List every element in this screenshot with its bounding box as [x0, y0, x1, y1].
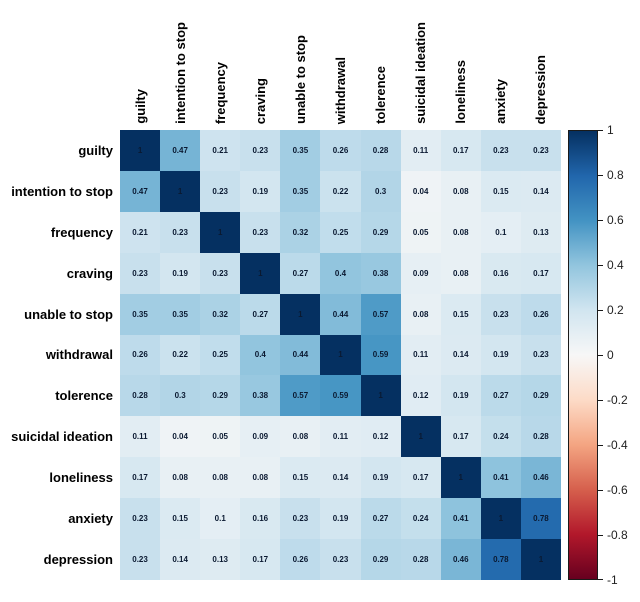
heatmap-cell: 0.27	[481, 375, 521, 416]
colorbar-tick-mark	[598, 490, 603, 491]
row-label: depression	[43, 552, 113, 568]
colorbar-tick-label: -0.8	[607, 528, 628, 542]
heatmap-cell: 0.23	[200, 253, 240, 294]
heatmap-cell: 0.11	[401, 130, 441, 171]
heatmap-cell: 0.14	[521, 171, 561, 212]
heatmap-cell: 0.29	[361, 212, 401, 253]
row-label: withdrawal	[45, 347, 113, 363]
heatmap-cell: 0.29	[200, 375, 240, 416]
heatmap-cell: 0.23	[120, 498, 160, 539]
heatmap-cell: 0.13	[200, 539, 240, 580]
colorbar-tick-label: 0.4	[607, 258, 624, 272]
column-label	[120, 0, 160, 124]
heatmap-cell: 0.05	[200, 416, 240, 457]
heatmap-cell: 0.15	[481, 171, 521, 212]
heatmap-cell: 0.24	[401, 498, 441, 539]
column-label	[361, 0, 401, 124]
heatmap-cell: 0.08	[441, 171, 481, 212]
heatmap-cell: 0.12	[401, 375, 441, 416]
column-label	[521, 0, 561, 124]
heatmap-cell: 0.08	[200, 457, 240, 498]
heatmap-cell: 0.78	[481, 539, 521, 580]
heatmap-cell: 0.14	[441, 335, 481, 376]
heatmap-cell: 0.23	[481, 294, 521, 335]
column-labels	[120, 0, 561, 124]
heatmap-cell: 0.46	[441, 539, 481, 580]
heatmap-cell: 0.04	[401, 171, 441, 212]
heatmap-cell: 1	[481, 498, 521, 539]
heatmap-cell: 0.29	[361, 539, 401, 580]
heatmap-cell: 1	[521, 539, 561, 580]
row-label: frequency	[50, 224, 113, 240]
colorbar-tick-mark	[598, 130, 603, 131]
heatmap-cell: 0.08	[401, 294, 441, 335]
heatmap-cell: 0.09	[401, 253, 441, 294]
heatmap-cell: 0.15	[160, 498, 200, 539]
colorbar-tick-label: 0.8	[607, 168, 624, 182]
colorbar-tick-label: -1	[607, 573, 618, 587]
heatmap-cell: 0.19	[160, 253, 200, 294]
heatmap-cell: 0.13	[521, 212, 561, 253]
heatmap-cell: 0.27	[361, 498, 401, 539]
heatmap-cell: 0.11	[401, 335, 441, 376]
heatmap-cell: 0.23	[320, 539, 360, 580]
heatmap-cell: 0.14	[320, 457, 360, 498]
heatmap-cell: 1	[320, 335, 360, 376]
column-label-text: tolerence	[373, 66, 389, 124]
heatmap-cell: 1	[120, 130, 160, 171]
column-label-text: guilty	[132, 89, 148, 124]
heatmap-cell: 0.17	[240, 539, 280, 580]
row-label: anxiety	[68, 511, 113, 527]
heatmap-cell: 0.32	[200, 294, 240, 335]
heatmap-cell: 1	[441, 457, 481, 498]
colorbar-tick-label: 1	[607, 123, 614, 137]
heatmap-cell: 0.27	[280, 253, 320, 294]
column-label-text: intention to stop	[172, 22, 188, 124]
heatmap-cell: 0.08	[280, 416, 320, 457]
heatmap-cell: 0.11	[120, 416, 160, 457]
heatmap-cell: 0.59	[361, 335, 401, 376]
colorbar-tick-mark	[598, 220, 603, 221]
colorbar-gradient	[568, 130, 598, 580]
colorbar-tick-mark	[598, 400, 603, 401]
heatmap-cell: 0.09	[240, 416, 280, 457]
heatmap-cell: 0.04	[160, 416, 200, 457]
heatmap-cell: 0.46	[521, 457, 561, 498]
heatmap-cell: 0.28	[521, 416, 561, 457]
heatmap-cell: 0.17	[521, 253, 561, 294]
heatmap-cell: 1	[240, 253, 280, 294]
colorbar-tick-label: -0.2	[607, 393, 628, 407]
column-label	[200, 0, 240, 124]
heatmap-cell: 0.35	[280, 171, 320, 212]
row-label: suicidal ideation	[11, 429, 113, 445]
column-label	[401, 0, 441, 124]
heatmap-cell: 0.11	[320, 416, 360, 457]
colorbar-tick-label: -0.4	[607, 438, 628, 452]
colorbar-tick-label: 0.6	[607, 213, 624, 227]
heatmap-cell: 0.35	[280, 130, 320, 171]
heatmap-cell: 0.22	[320, 171, 360, 212]
heatmap-cell: 0.05	[401, 212, 441, 253]
heatmap-cell: 0.15	[280, 457, 320, 498]
heatmap-cell: 1	[361, 375, 401, 416]
heatmap-cell: 0.23	[240, 130, 280, 171]
heatmap-cell: 0.28	[120, 375, 160, 416]
column-label	[240, 0, 280, 124]
heatmap-cell: 0.1	[481, 212, 521, 253]
colorbar-tick-mark	[598, 175, 603, 176]
heatmap-cell: 1	[280, 294, 320, 335]
heatmap-cell: 0.28	[401, 539, 441, 580]
row-label: tolerence	[55, 388, 113, 404]
column-label-text: craving	[252, 77, 268, 124]
heatmap-cell: 0.29	[521, 375, 561, 416]
heatmap-cell: 0.3	[361, 171, 401, 212]
colorbar-tick-label: -0.6	[607, 483, 628, 497]
row-labels	[0, 130, 113, 580]
heatmap-cell: 0.35	[120, 294, 160, 335]
heatmap-cell: 0.23	[481, 130, 521, 171]
row-label: craving	[66, 265, 113, 281]
heatmap-cell: 0.41	[441, 498, 481, 539]
column-label-text: unable to stop	[292, 35, 308, 124]
heatmap-cell: 0.17	[441, 416, 481, 457]
heatmap-cell: 0.4	[320, 253, 360, 294]
heatmap-cell: 0.22	[160, 335, 200, 376]
heatmap-cell: 1	[200, 212, 240, 253]
column-label-text: suicidal ideation	[413, 22, 429, 124]
heatmap-cell: 0.25	[320, 212, 360, 253]
heatmap-cell: 0.28	[361, 130, 401, 171]
heatmap-cell: 0.17	[120, 457, 160, 498]
column-label-text: withdrawal	[332, 56, 348, 124]
column-label-text: frequency	[212, 61, 228, 124]
heatmap-cell: 0.08	[240, 457, 280, 498]
heatmap-cell: 0.26	[320, 130, 360, 171]
heatmap-cell: 0.25	[200, 335, 240, 376]
heatmap-cell: 0.19	[441, 375, 481, 416]
column-label	[280, 0, 320, 124]
row-label: unable to stop	[24, 306, 113, 322]
heatmap-cell: 0.27	[240, 294, 280, 335]
heatmap-cell: 0.23	[160, 212, 200, 253]
heatmap-cell: 0.14	[160, 539, 200, 580]
row-label: guilty	[78, 142, 113, 158]
colorbar-tick-mark	[598, 579, 603, 580]
row-label: intention to stop	[11, 183, 113, 199]
colorbar-tick-mark	[598, 535, 603, 536]
heatmap-cell: 0.17	[401, 457, 441, 498]
heatmap-cell: 0.23	[521, 335, 561, 376]
column-label	[160, 0, 200, 124]
heatmap-cell: 0.23	[280, 498, 320, 539]
heatmap-grid	[120, 130, 561, 580]
heatmap-cell: 0.15	[441, 294, 481, 335]
colorbar-tick-mark	[598, 355, 603, 356]
colorbar-tick-mark	[598, 310, 603, 311]
heatmap-cell: 0.47	[120, 171, 160, 212]
heatmap-cell: 1	[401, 416, 441, 457]
heatmap-cell: 0.57	[280, 375, 320, 416]
column-label-text: depression	[533, 54, 549, 124]
heatmap-cell: 0.19	[361, 457, 401, 498]
heatmap-cell: 0.26	[120, 335, 160, 376]
heatmap-cell: 0.23	[200, 171, 240, 212]
heatmap-cell: 0.19	[240, 171, 280, 212]
column-label	[441, 0, 481, 124]
colorbar-tick-label: 0.2	[607, 303, 624, 317]
heatmap-cell: 0.08	[441, 212, 481, 253]
heatmap-cell: 0.21	[200, 130, 240, 171]
heatmap-cell: 0.4	[240, 335, 280, 376]
heatmap-cell: 0.17	[441, 130, 481, 171]
heatmap-cell: 0.44	[320, 294, 360, 335]
heatmap-cell: 0.16	[481, 253, 521, 294]
heatmap-cell: 0.23	[120, 253, 160, 294]
heatmap-cell: 0.47	[160, 130, 200, 171]
heatmap-cell: 0.08	[441, 253, 481, 294]
heatmap-cell: 0.24	[481, 416, 521, 457]
column-label	[481, 0, 521, 124]
heatmap-cell: 0.26	[521, 294, 561, 335]
heatmap-cell: 0.19	[320, 498, 360, 539]
heatmap-cell: 0.23	[521, 130, 561, 171]
heatmap-cell: 0.35	[160, 294, 200, 335]
column-label	[320, 0, 360, 124]
column-label-text: loneliness	[453, 60, 469, 124]
heatmap-cell: 0.57	[361, 294, 401, 335]
colorbar-tick-label: 0	[607, 348, 614, 362]
heatmap-cell: 0.3	[160, 375, 200, 416]
heatmap-cell: 0.59	[320, 375, 360, 416]
heatmap-cell: 0.23	[120, 539, 160, 580]
heatmap-cell: 0.21	[120, 212, 160, 253]
heatmap-cell: 0.38	[240, 375, 280, 416]
heatmap-cell: 0.38	[361, 253, 401, 294]
heatmap-cell: 0.16	[240, 498, 280, 539]
heatmap-cell: 0.78	[521, 498, 561, 539]
heatmap-cell: 0.08	[160, 457, 200, 498]
heatmap-cell: 0.26	[280, 539, 320, 580]
heatmap-cell: 0.41	[481, 457, 521, 498]
heatmap-cell: 0.19	[481, 335, 521, 376]
heatmap-cell: 0.44	[280, 335, 320, 376]
colorbar-tick-mark	[598, 265, 603, 266]
heatmap-cell: 0.23	[240, 212, 280, 253]
heatmap-cell: 1	[160, 171, 200, 212]
heatmap-cell: 0.32	[280, 212, 320, 253]
column-label-text: anxiety	[493, 79, 509, 124]
row-label: loneliness	[49, 470, 113, 486]
heatmap-cell: 0.1	[200, 498, 240, 539]
heatmap-cell: 0.12	[361, 416, 401, 457]
colorbar-tick-mark	[598, 445, 603, 446]
colorbar-ticks	[598, 123, 640, 587]
